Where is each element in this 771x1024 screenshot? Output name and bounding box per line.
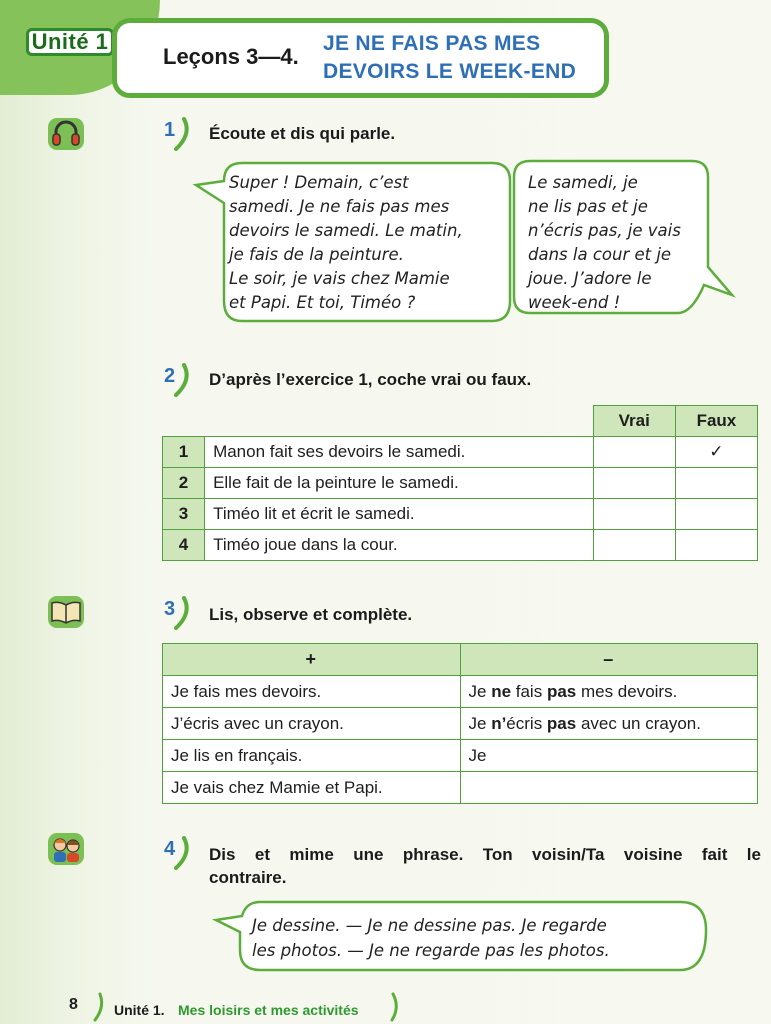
table-row xyxy=(163,468,758,499)
row-statement: Elle fait de la peinture le samedi. xyxy=(205,468,594,499)
lesson-label: Leçons 3—4. xyxy=(163,44,299,69)
table-row xyxy=(163,772,758,804)
example-line: les photos. — Je ne regarde pas les photos. xyxy=(252,941,610,960)
negative-cell xyxy=(460,708,758,740)
example-line: Je dessine. — Je ne dessine pas. Je regarde xyxy=(252,916,607,935)
true-false-table xyxy=(162,405,758,561)
exercise-1-title: Écoute et dis qui parle. xyxy=(209,124,396,143)
bubble-left-line: et Papi. Et toi, Timéo ? xyxy=(229,293,416,312)
row-statement: Timéo joue dans la cour. xyxy=(205,530,594,561)
negation-word: pas xyxy=(546,713,577,733)
footer-unit-label: Unité 1. xyxy=(114,1002,165,1018)
bubble-right-line: Le samedi, je xyxy=(528,173,638,192)
vrai-checkbox-cell[interactable] xyxy=(593,499,675,530)
affirmative-cell: Je vais chez Mamie et Papi. xyxy=(163,772,461,804)
negative-text: mes devoirs. xyxy=(576,681,678,701)
row-number: 4 xyxy=(163,530,205,561)
bubble-left-line: je fais de la peinture. xyxy=(229,245,404,264)
column-header-plus: + xyxy=(163,644,461,676)
vrai-checkbox-cell[interactable] xyxy=(593,437,675,468)
bubble-right-line: dans la cour et je xyxy=(528,245,672,264)
example-bubble-text xyxy=(252,913,610,963)
table-row xyxy=(163,708,758,740)
open-book-icon xyxy=(47,594,85,630)
exercise-2-title: D’après l’exercice 1, coche vrai ou faux. xyxy=(209,370,532,389)
bubble-left-line: Le soir, je vais chez Mamie xyxy=(229,269,450,288)
bubble-left-line: devoirs le samedi. Le matin, xyxy=(229,221,463,240)
table-header-row xyxy=(163,406,758,437)
exercise-4-title-line-2: contraire. xyxy=(209,868,287,887)
affirmative-cell: Je fais mes devoirs. xyxy=(163,676,461,708)
bubble-right-line: week-end ! xyxy=(528,293,621,312)
negative-text: Je xyxy=(468,681,492,701)
row-statement: Manon fait ses devoirs le samedi. xyxy=(205,437,594,468)
exercise-1-number: 1 xyxy=(160,117,192,151)
exercise-3-number: 3 xyxy=(160,596,192,630)
table-row xyxy=(163,676,758,708)
negation-word: pas xyxy=(546,681,577,701)
negative-text: Je xyxy=(468,713,492,733)
footer-divider xyxy=(91,992,105,1022)
faux-checkbox-cell[interactable] xyxy=(675,468,757,499)
bubble-left-text xyxy=(229,171,463,315)
exercise-2-number: 2 xyxy=(160,363,192,397)
exercise-4-title xyxy=(209,843,761,889)
row-statement: Timéo lit et écrit le samedi. xyxy=(205,499,594,530)
vrai-checkbox-cell[interactable] xyxy=(593,530,675,561)
affirmative-negative-table xyxy=(162,643,758,804)
vrai-checkbox-cell[interactable] xyxy=(593,468,675,499)
footer-divider-end xyxy=(388,992,402,1022)
headphones-icon xyxy=(47,116,85,152)
negative-cell xyxy=(460,676,758,708)
negative-cell[interactable]: Je xyxy=(460,740,758,772)
unit-badge: Unité 1 xyxy=(26,28,114,56)
faux-checkbox-cell[interactable] xyxy=(675,499,757,530)
exercise-4-title-line-1: Dis et mime une phrase. Ton voisin/Ta voisine fait le xyxy=(209,845,761,864)
bubble-right-line: joue. J’adore le xyxy=(528,269,652,288)
table-row xyxy=(163,530,758,561)
bubble-right-line: ne lis pas et je xyxy=(528,197,648,216)
table-header-row xyxy=(163,644,758,676)
bubble-right-line: n’écris pas, je vais xyxy=(528,221,681,240)
table-row xyxy=(163,499,758,530)
footer-unit-subtitle: Mes loisirs et mes activités xyxy=(178,1002,359,1018)
bubble-right-text xyxy=(528,171,681,315)
page-number: 8 xyxy=(69,996,78,1013)
row-number: 2 xyxy=(163,468,205,499)
faux-checkbox-cell[interactable] xyxy=(675,530,757,561)
exercise-4-number: 4 xyxy=(160,836,192,870)
bubble-left-line: samedi. Je ne fais pas mes xyxy=(229,197,450,216)
exercise-3-title: Lis, observe et complète. xyxy=(209,605,413,624)
affirmative-cell: J’écris avec un crayon. xyxy=(163,708,461,740)
negation-word: ne xyxy=(491,681,512,701)
affirmative-cell: Je lis en français. xyxy=(163,740,461,772)
lesson-title-line-1: JE NE FAIS PAS MES xyxy=(323,32,541,55)
negative-text: avec un crayon. xyxy=(576,713,701,733)
column-header-vrai: Vrai xyxy=(593,406,675,437)
negative-text: fais xyxy=(511,681,547,701)
row-number: 1 xyxy=(163,437,205,468)
lesson-title-line-2: DEVOIRS LE WEEK-END xyxy=(323,60,577,83)
bubble-left-line: Super ! Demain, c’est xyxy=(229,173,409,192)
column-header-minus: – xyxy=(460,644,758,676)
negative-text: écris xyxy=(506,713,547,733)
negative-cell[interactable] xyxy=(460,772,758,804)
faux-checkbox-cell[interactable]: ✓ xyxy=(675,437,757,468)
negation-word: n’ xyxy=(491,713,507,733)
table-row xyxy=(163,740,758,772)
children-pair-icon xyxy=(47,831,85,867)
row-number: 3 xyxy=(163,499,205,530)
table-row xyxy=(163,437,758,468)
column-header-faux: Faux xyxy=(675,406,757,437)
lesson-title xyxy=(323,30,576,86)
